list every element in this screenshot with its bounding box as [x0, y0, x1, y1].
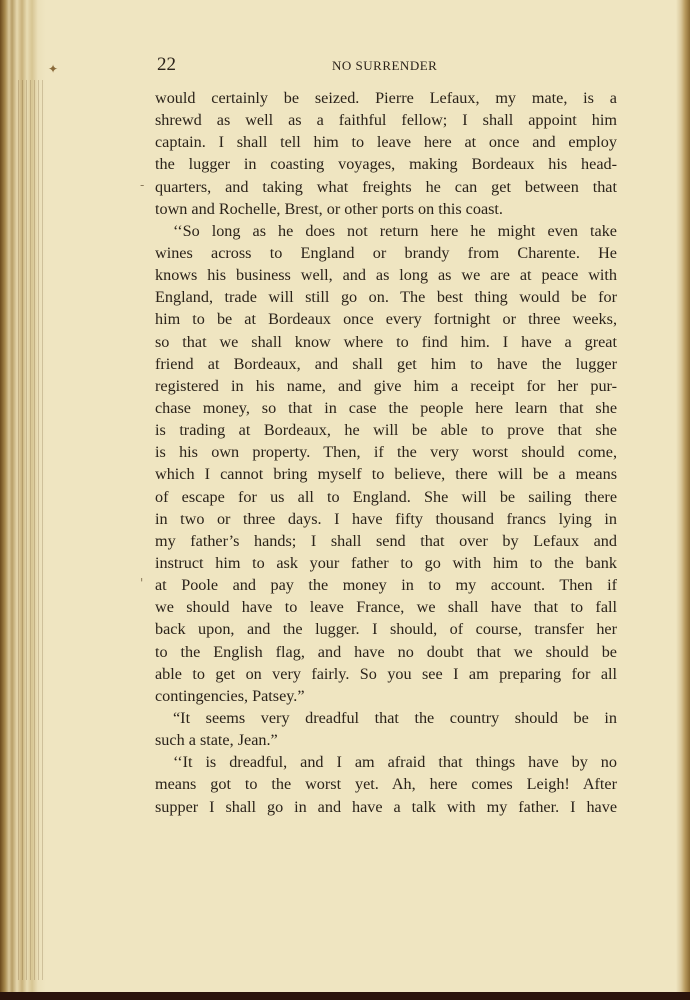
text-line: back upon, and the lugger. I should, of course, transfer her [155, 620, 617, 639]
text-line: England, trade will still go on. The best thing would be for [155, 288, 617, 307]
text-line: town and Rochelle, Brest, or other ports on this coast. [155, 199, 503, 218]
text-line: in two or three days. I have fifty thousand francs lying in [155, 509, 617, 528]
text-line: chase money, so that in case the people here learn that she [155, 398, 617, 417]
text-line: such a state, Jean.” [155, 731, 278, 750]
text-line: shrewd as well as a faithful fellow; I shall appoint him [155, 111, 617, 130]
text-line: able to get on very fairly. So you see I am preparing for all [155, 664, 617, 683]
page-bottom-edge [0, 992, 690, 1000]
text-line: “It seems very dreadful that the country should be in [173, 708, 617, 727]
text-line: friend at Bordeaux, and shall get him to have the lugger [155, 354, 617, 373]
text-line: so that we shall know where to find him. I have a great [155, 332, 617, 351]
text-line: contingencies, Patsey.” [155, 686, 305, 705]
text-line: ‘‘So long as he does not return here he might even take [173, 221, 617, 240]
running-title: NO SURRENDER [332, 58, 438, 73]
text-line: quarters, and taking what freights he can get between that [155, 177, 617, 196]
text-line: is trading at Bordeaux, he will be able to prove that she [155, 421, 617, 440]
page-header [157, 52, 617, 80]
text-line: would certainly be seized. Pierre Lefaux, my mate, is a [155, 89, 617, 107]
page-right-edge [676, 0, 690, 992]
body-text [155, 87, 617, 818]
margin-mark: - [140, 178, 145, 192]
text-line: to the English flag, and have no doubt that we should be [155, 642, 617, 661]
text-line: him to be at Bordeaux once every fortnight or three weeks, [155, 310, 617, 329]
text-line: which I cannot bring myself to believe, there will be a means [155, 465, 617, 484]
text-line: supper I shall go in and have a talk with my father. I have [155, 797, 617, 816]
margin-mark: ' [140, 576, 144, 590]
text-line: ‘‘It is dreadful, and I am afraid that things have by no [173, 753, 617, 772]
text-line: means got to the worst yet. Ah, here comes Leigh! After [155, 775, 617, 794]
text-line: at Poole and pay the money in to my account. Then if [155, 576, 617, 595]
page-number: 22 [157, 54, 176, 75]
text-line: captain. I shall tell him to leave here at once and employ [155, 133, 617, 152]
text-line: my father’s hands; I shall send that over by Lefaux and [155, 531, 617, 550]
text-line: wines across to England or brandy from Charente. He [155, 243, 617, 262]
text-line: is his own property. Then, if the very worst should come, [155, 443, 617, 462]
text-line: the lugger in coasting voyages, making Bordeaux his head- [155, 155, 617, 174]
margin-ornament-icon: ✦ [48, 62, 59, 76]
text-line: knows his business well, and as long as we are at peace with [155, 266, 617, 285]
text-line: registered in his name, and give him a receipt for her pur- [155, 376, 617, 395]
binding-edge-lines [18, 80, 46, 980]
text-line: instruct him to ask your father to go with him to the bank [155, 553, 617, 572]
text-line: we should have to leave France, we shall have that to fall [155, 598, 617, 617]
text-line: of escape for us all to England. She will be sailing there [155, 487, 617, 506]
